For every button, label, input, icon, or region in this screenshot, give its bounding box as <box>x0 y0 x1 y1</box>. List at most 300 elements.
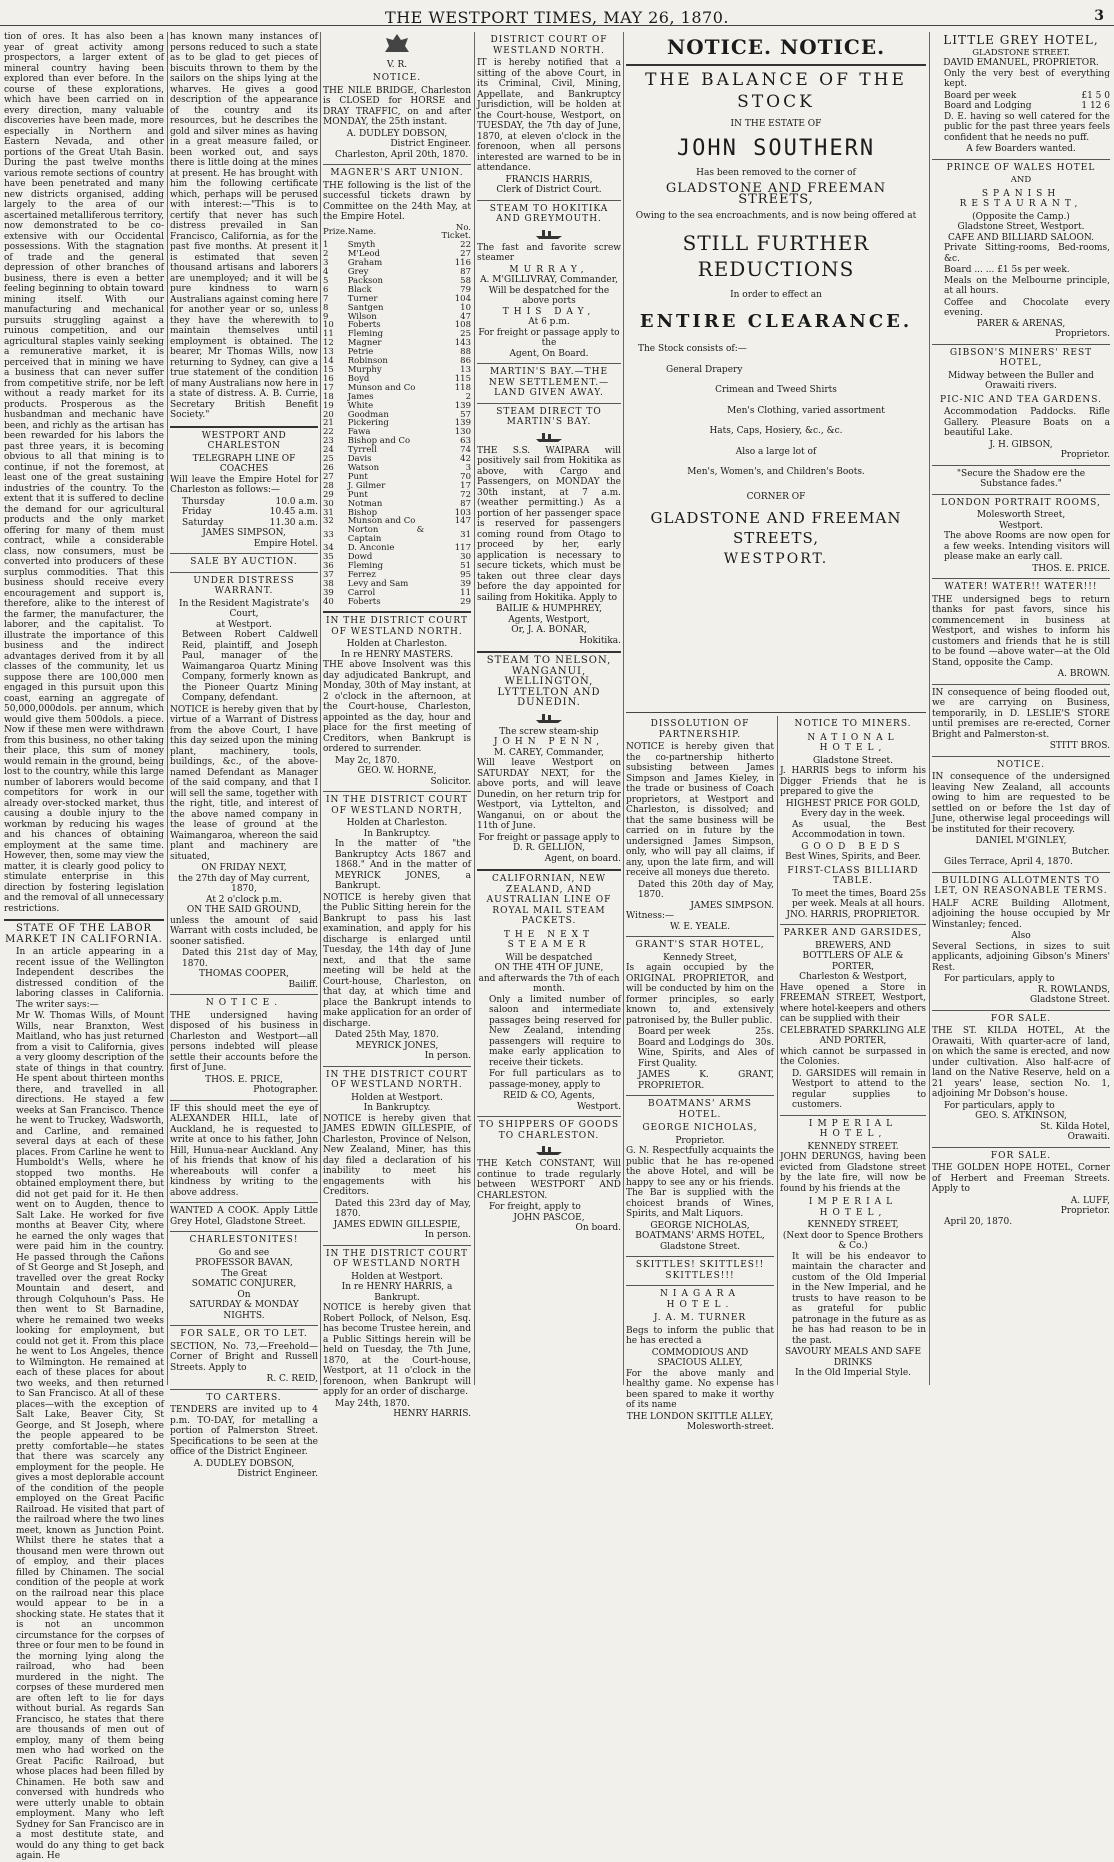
prize-name: D. Anconie <box>347 543 395 554</box>
divider <box>323 164 471 165</box>
sale2-heading: FOR SALE. <box>990 1150 1052 1161</box>
column-rule <box>623 32 624 1385</box>
prize-number: 5 <box>323 275 329 286</box>
steam-nelson-freight: For freight or passage apply to <box>478 832 620 843</box>
mail-full: For full particulars as to passage-money, apply to <box>489 1069 621 1090</box>
prize-row <box>323 544 471 553</box>
westport-line: WESTPORT. <box>723 551 829 567</box>
steam-nelson-will: Will leave Westport on SATURDAY NEXT, for the above ports, and will leave Dunedin, on her return trip for Westport, via Lyttelton, and Wanganui, on or about the 11th of June. <box>477 758 621 831</box>
labor-article-body: Mr W. Thomas Wills, of Mount Wills, near Branxton, West Maitland, who has just returned from a visit to California, gives a very gloomy description of the state of things in that country. He spent about thirteen months there, and travelled in all directions. He stayed a few weeks at San Francisco. Thence he went to Truckey, Wadsworth, and Carline, and remained several days at each of these places. From Carline he went to Humboldt's Wells, where he stopped two months. He obtained employment there, but did not get paid for it. He then went on to Augden, thence to Salt Lake. He worked for five months at Beaver City, where he earned the only wages that were paid him in the country. He passed through the Cañons of St George and St Joseph, and travelled over the great Rocky Mountain and desert, and through Colquhoun's Pass. He then went to St Barnadine, where he remained two weeks looking for employment, but could not get it. From this place he went to Los Angeles, thence to Wilmington. He remained at each of these places for about two weeks, and then returned to San Francisco. At all of these places—with the exception of Salt Lake, Beaver City, St George, and St Joseph, where the people appeared to be pretty comfortable—he states that there was scarcely any employment for the people. He gives a most deplorable account of the condition of the people employed on the Great Pacific Railroad. He visited that part of the railroad where the two lines meet, known as Junction Point. Whilst there he states that a thousand men were thrown out of employ, and their places filled by Chinamen. The social condition of the people at work on the railroad near this place would appear to be in a shocking state. He states that it is not an uncommon circumstance for the corpses of three or four men to be found in the morning lying along the railroad, who had been murdered in the night. The corpses of these murdered men are often left to lie for days without burial. As regards San Francisco, he states that there are thousands of men out of employ, many of them being men who had worked on the Great Pacific Railroad, but whose places had been filled by Chinamen. He both saw and conversed with hundreds who were utterly unable to obtain employment. Many who left Sydney for San Francisco are in a most destitute state, and would do any thing to get back again. He <box>16 1011 164 1861</box>
grant-signature: JAMES K. GRANT, PROPRIETOR. <box>638 1070 774 1091</box>
auction-signature: THOMAS COOPER, <box>199 969 289 979</box>
sale2-role: Proprietor. <box>1060 1206 1110 1216</box>
steam-hokitika-heading: STEAM TO HOKITIKA AND GREYMOUTH. <box>489 203 609 224</box>
prize-row <box>323 241 471 250</box>
prize-ticket: 139 <box>454 400 471 411</box>
gibson-role: Proprietor. <box>1060 450 1110 460</box>
streets-line-2: GLADSTONE AND FREEMAN STREETS, <box>650 509 902 547</box>
court1-body: THE above Insolvent was this day adjudicated Bankrupt, and Monday, 30th of May instant, at 2 o'clock in the afternoon, at the Court-house, Charleston, appointed as the day, hour and place for the first meeting of Creditors, when Bankrupt is ordered to surrender. <box>323 660 471 755</box>
prize-number: 11 <box>323 329 334 340</box>
prize-name: J. Gilmer <box>347 480 386 491</box>
mail-next: THE NEXT STEAMER <box>503 929 595 950</box>
prize-ticket: 70 <box>460 471 471 482</box>
steamship-icon <box>534 712 564 724</box>
steam-hokitika-freight: For freight or passage apply to the <box>478 327 620 348</box>
prize-row <box>323 295 471 304</box>
column-rule <box>777 716 778 1385</box>
grey-hotel-heading: LITTLE GREY HOTEL, <box>943 33 1099 47</box>
divider <box>932 159 1110 160</box>
harris-every: Every day in the week. <box>800 809 906 819</box>
harris-beds: GOOD BEDS <box>801 841 905 852</box>
crest-initials: V. R. <box>386 59 408 70</box>
court3-date: Dated this 23rd day of May, 1870. <box>335 1198 471 1220</box>
coach-place: Empire Hotel. <box>253 538 318 549</box>
newspaper-title: THE WESTPORT TIMES, MAY 26, 1870. <box>385 8 729 27</box>
prize-row <box>323 304 471 313</box>
column-4 <box>477 32 621 1385</box>
court1-signature: GEO. W. HORNE, <box>357 766 437 777</box>
divider <box>170 1202 318 1203</box>
court4-date: May 24th, 1870. <box>335 1398 410 1409</box>
prize-name: Davis <box>347 454 372 465</box>
prize-row <box>323 321 471 330</box>
allotments-body: HALF ACRE Building Allotment, adjoining the house occupied by Mr Winstanley; fenced. <box>932 898 1110 930</box>
prize-number: 27 <box>323 471 334 482</box>
prize-number: 37 <box>323 569 334 580</box>
nicholas-hotel: BOATMANS' ARMS HOTEL, <box>635 1231 765 1241</box>
court2-date: Dated 25th May, 1870. <box>335 1030 439 1041</box>
coach-signature: JAMES SIMPSON, <box>202 528 286 538</box>
grey-hotel-body: Only the very best of everything kept. <box>944 68 1110 89</box>
prize-name: Tyrrell <box>347 445 377 456</box>
prize-row <box>323 446 471 455</box>
prize-ticket: 22 <box>460 240 471 251</box>
sale-heading: FOR SALE, OR TO LET. <box>180 1329 308 1339</box>
prize-name: Boyd <box>347 373 370 384</box>
prize-row <box>323 313 471 322</box>
national-street: Gladstone Street. <box>812 755 894 766</box>
column-5b <box>780 716 926 1385</box>
wales-board: Board ... ... £1 5s per week. <box>944 265 1070 275</box>
london-heading: LONDON PORTRAIT ROOMS, <box>941 497 1101 508</box>
dissolution-date: Dated this 20th day of May, 1870. <box>638 879 774 900</box>
prize-name: Turner <box>347 293 378 304</box>
mail-after: and afterwards the 7th of each month. <box>478 973 620 994</box>
steamship-icon <box>534 431 564 443</box>
carters-body: TENDERS are invited up to 4 p.m. TO-DAY, for metalling a portion of Palmerston Street. Specifications to be seen at the office of the District Engineer. <box>170 1405 318 1457</box>
auction-heading: SALE BY AUCTION. <box>190 557 298 567</box>
prize-number: 30 <box>323 498 334 509</box>
prize-row <box>323 277 471 286</box>
gibson-picnic: PIC-NIC AND TEA GARDENS. <box>940 394 1102 405</box>
divider <box>323 1245 471 1246</box>
sale2-signature: A. LUFF, <box>1070 1195 1110 1206</box>
prize-row <box>323 357 471 366</box>
sale1-signature: GEO. S. ATKINSON, <box>975 1111 1067 1121</box>
wales-street: Gladstone Street, Westport. <box>957 222 1085 232</box>
prize-row <box>323 366 471 375</box>
allotments-more: Several Sections, in sizes to suit applicants, adjoining Gibson's Miners' Rest. <box>932 941 1110 973</box>
prize-name: White <box>347 400 374 411</box>
court4-body: NOTICE is hereby given that Robert Pollock, of Nelson, Esq. has become Trustee herein, and a Public Sittings herein will be held on Tuesday, the 7th June, 1870, at the Court-house, Westport, at 11 o'clock in the forenoon, when Bankrupt will apply for an order of discharge. <box>323 1303 471 1398</box>
billiard-body: To meet the times, Board 25s per week. Meals at all hours. <box>792 888 926 909</box>
column-6 <box>932 32 1110 1385</box>
column-3 <box>323 32 471 1420</box>
mail-body: Only a limited number of saloon and intermediate passages being reserved for New Zealand, intending passengers will require to make early application to receive their tickets. <box>489 994 621 1068</box>
prize-row <box>323 268 471 277</box>
grey-hotel-proprietor: DAVID EMANUEL, PROPRIETOR. <box>943 58 1099 68</box>
divider <box>477 403 621 404</box>
court2-re: In Bankruptcy. <box>363 828 431 839</box>
prize-row <box>323 553 471 562</box>
divider <box>626 1285 774 1286</box>
divider <box>170 426 318 428</box>
carters-role: District Engineer. <box>237 1469 318 1479</box>
divider <box>932 578 1110 579</box>
prize-name: Foberts <box>347 320 381 331</box>
prize-name: Munson and Co <box>347 382 416 393</box>
prize-ticket: 47 <box>460 311 471 322</box>
imperial2-next: (Next door to Spence Brothers & Co.) <box>782 1230 924 1251</box>
sale1-place: Orawaiti. <box>1067 1132 1110 1142</box>
ketch-body: THE Ketch CONSTANT, Will continue to trade regularly between WESTPORT AND CHARLESTON. <box>477 1159 621 1201</box>
skittles-heading: SKITTLES! SKITTLES!! SKITTLES!!! <box>635 1260 765 1281</box>
prize-number: 28 <box>323 480 334 491</box>
auction-terms: unless the amount of said Warrant with costs included, be sooner satisfied. <box>170 915 318 947</box>
prize-ticket: 17 <box>460 480 471 491</box>
prize-name: Foberts <box>347 596 381 607</box>
balance-heading: THE BALANCE OF THE STOCK <box>645 70 907 112</box>
prize-ticket: 104 <box>454 293 471 304</box>
prize-ticket: 72 <box>460 489 471 500</box>
turner-body: Begs to inform the public that he has erected a <box>626 1325 774 1346</box>
court2-body: NOTICE is hereby given that the Public Sitting herein for the Bankrupt to pass his last examination, and apply for his discharge is enlarged until Tuesday, the 14th day of June next, and that the same meeting will be held at the Court-house, Charleston, on that day, at which time and place the Bankrupt intends to make application for an order of discharge. <box>323 892 471 1029</box>
prize-ticket: 147 <box>454 516 471 527</box>
prize-number: 13 <box>323 347 334 358</box>
steam-hokitika-ship: MURRAY, <box>509 264 589 275</box>
prize-name: Punt <box>347 471 368 482</box>
prize-ticket: 51 <box>460 560 471 571</box>
prize-ticket: 29 <box>460 596 471 607</box>
dissolution-heading: DISSOLUTION OF PARTNERSHIP. <box>650 719 750 740</box>
divider <box>932 494 1110 495</box>
steam-nelson-agent: Agent, on board. <box>544 853 621 864</box>
court4-heading: IN THE DISTRICT COURT OF WESTLAND NORTH <box>325 1248 469 1270</box>
harris-price: HIGHEST PRICE FOR GOLD, <box>785 798 921 809</box>
prize-name: Fleming <box>347 560 384 571</box>
divider <box>170 994 318 995</box>
prize-number: 2 <box>323 249 329 260</box>
martins-bay-heading: MARTIN'S BAY.—THE NEW SETTLEMENT.—LAND GIVEN AWAY. <box>488 367 610 398</box>
notice-signature: DANIEL M'GINLEY, <box>975 836 1067 846</box>
coach-time-row: Thursday 10.0 a.m. <box>182 496 318 507</box>
prize-ticket: 115 <box>454 373 471 384</box>
grey-hotel-boarders: A few Boarders wanted. <box>966 144 1076 154</box>
turner-for: For the above manly and healthy game. No expense has been spared to make it worthy of its name <box>626 1368 774 1410</box>
waipara-signature: BAILIE & HUMPHREY, <box>495 604 603 614</box>
prize-name: Smyth <box>347 240 376 251</box>
water-heading: WATER! WATER!! WATER!!! <box>944 582 1098 592</box>
prize-number: 7 <box>323 293 329 304</box>
prize-number: 9 <box>323 311 329 322</box>
further-reductions-heading: STILL FURTHER REDUCTIONS <box>682 230 870 281</box>
steam-nelson-master: M. CAREY, Commander, <box>494 747 604 758</box>
steamship-icon <box>534 228 564 240</box>
column-rule <box>320 32 321 1385</box>
divider <box>323 791 471 792</box>
steam-nelson-ship: JOHN PENN, <box>493 737 605 747</box>
gibson-signature: J. H. GIBSON, <box>989 439 1053 450</box>
court4-signature: HENRY HARRIS. <box>393 1409 471 1420</box>
wales-opposite: (Opposite the Camp.) <box>972 211 1070 222</box>
sale-signature: R. C. REID, <box>266 1374 318 1384</box>
sale1-heading: FOR SALE. <box>990 1013 1052 1024</box>
parker-ale: CELEBRATED SPARKLING ALE AND PORTER, <box>780 1025 926 1046</box>
prize-name: Pickering <box>347 418 389 429</box>
court3-role: In person. <box>424 1230 471 1241</box>
prize-name: Magner <box>347 338 382 349</box>
steam-hokitika-will: Will be despatched for the above ports <box>488 285 610 306</box>
auction-ground: ON THE SAID GROUND, <box>186 905 302 915</box>
wales-coffee: Coffee and Chocolate every evening. <box>944 297 1110 318</box>
divider <box>477 1116 621 1117</box>
prize-row <box>323 259 471 268</box>
court2-heading: IN THE DISTRICT COURT OF WESTLAND NORTH, <box>325 795 469 816</box>
coach-time-row: Saturday 11.30 a.m. <box>182 517 318 528</box>
niagara-heading: NIAGARA HOTEL. <box>660 1289 740 1310</box>
column-rule <box>929 32 930 1385</box>
steam-hokitika-day: THIS DAY, <box>502 306 596 317</box>
divider <box>170 1100 318 1101</box>
waipara-place: Hokitika. <box>579 635 621 646</box>
divider <box>932 344 1110 345</box>
order-line: In order to effect an <box>730 289 822 300</box>
corner-line: CORNER OF <box>746 491 806 502</box>
prize-ticket: 130 <box>454 427 471 438</box>
column-2 <box>170 32 318 1479</box>
prize-number: 22 <box>323 427 334 438</box>
prize-ticket: 87 <box>460 498 471 509</box>
ketch-role: On board. <box>575 1223 621 1233</box>
prize-number: 15 <box>323 365 334 375</box>
art-union-heading: MAGNER'S ART UNION. <box>330 168 464 178</box>
stock-item: Hats, Caps, Hosiery, &c., &c. <box>709 426 843 436</box>
prize-name: Fawa <box>347 427 371 438</box>
prize-name: Dowd <box>347 552 373 563</box>
london-signature: THOS. E. PRICE. <box>1032 563 1110 574</box>
prize-number: 26 <box>323 462 334 473</box>
steamship-icon <box>534 1144 564 1156</box>
sale2-date: April 20, 1870. <box>944 1216 1013 1227</box>
prize-row <box>323 562 471 571</box>
court1-heading: IN THE DISTRICT COURT OF WESTLAND NORTH. <box>325 616 469 637</box>
divider <box>932 756 1110 757</box>
court3-body: NOTICE is hereby given that JAMES EDWIN GILLESPIE, of Charleston, Province of Nelson, New Zealand, Miner, has this day filed a declaration of his inability to meet his engagements with his Creditors. <box>323 1113 471 1198</box>
prize-ticket: 3 <box>465 462 471 473</box>
prize-row <box>323 339 471 348</box>
divider <box>626 936 774 937</box>
dissolution-witness: Witness:— <box>626 911 674 921</box>
prize-ticket: 86 <box>460 356 471 367</box>
court2-place: Holden at Charleston. <box>346 818 448 829</box>
prize-row <box>323 473 471 482</box>
stock-item: Also a large lot of <box>735 446 817 457</box>
martins-bay-subheading: STEAM DIRECT TO MARTIN'S BAY. <box>496 406 602 427</box>
imperial-heading: IMPERIAL HOTEL, <box>808 1118 898 1139</box>
prize-ticket: 31 <box>460 529 471 540</box>
prize-ticket: 30 <box>460 552 471 563</box>
prize-ticket: 25 <box>460 329 471 340</box>
notice-role: Butcher. <box>1071 846 1110 857</box>
auction-parties: Between Robert Caldwell Reid, plaintiff, and Joseph Paul, manager of the Waimangaroa Quartz Mining Company, formerly known as the Pioneer Quartz Mining Company, defendant. <box>182 630 318 703</box>
nicholas-street: Gladstone Street. <box>659 1241 741 1252</box>
notice-date: Giles Terrace, April 4, 1870. <box>944 857 1073 867</box>
prize-header: Prize. Name. No. Ticket. <box>323 222 471 242</box>
prize-name: Murphy <box>347 365 382 375</box>
divider <box>323 1066 471 1067</box>
prize-name: Watson <box>347 462 380 473</box>
bavan-line: Go and see <box>218 1247 270 1258</box>
bavan-line: On <box>237 1289 251 1300</box>
divider <box>932 684 1110 685</box>
prize-ticket: 116 <box>454 258 471 269</box>
prize-number: 1 <box>323 240 329 251</box>
sale1-body: THE ST. KILDA HOTEL, At the Orawaiti, With quarter-acre of land, on which the same is erected, and now under cultivation. Also half-acre of land on the Native Reserve, held on a 21 years' lease, section No. 1, adjoining Mr Dobson's house. <box>932 1026 1110 1099</box>
bavan-line: SATURDAY & MONDAY NIGHTS. <box>189 1300 299 1321</box>
auction-notice: NOTICE is hereby given that by virtue of a Warrant of Distress from the above Court, I have this day seized upon the mining plant, machinery, tools, buildings, &c., of the above-named Defendant as Manager of the said company, and that I will sell the same, together with the right, title, and interest of the above named company in the lease of ground at the Waimangaroa, whereon the said plant and machinery are situated, <box>170 704 318 862</box>
auction-bailiff: Bailiff. <box>288 979 318 990</box>
prize-ticket: 42 <box>460 454 471 465</box>
prize-name: Santgen <box>347 302 384 313</box>
derungs-savoury: SAVOURY MEALS AND SAFE DRINKS <box>784 1347 922 1368</box>
imperial-street: KENNEDY STREET. <box>807 1141 899 1152</box>
crest-icon <box>382 32 412 56</box>
parker-garsides: D. GARSIDES will remain in Westport to attend to the regular supplies to customers. <box>792 1068 926 1110</box>
turner-street: Molesworth-street. <box>686 1422 774 1432</box>
sale2-body: THE GOLDEN HOPE HOTEL, Corner of Herbert and Freeman Streets. Apply to <box>932 1163 1110 1194</box>
grant-price-row: Board per week 25s. <box>638 1027 774 1037</box>
national-heading: NATIONAL HOTEL, <box>807 732 899 753</box>
prize-row <box>323 482 471 491</box>
notice-heading: NOTICE. <box>372 73 422 83</box>
wales-rooms: Private Sitting-rooms, Bed-rooms, &c. <box>944 243 1110 264</box>
prize-name: James <box>347 391 374 402</box>
article-continued: has known many instances of persons reduced to such a state as to be glad to get pieces of biscuits thrown to them by the sailors on the ships lying at the wharves. He gives a good description of the appearance of the country and its resources, but he describes the gold and silver mines as having in a great measure failed, or been worked out, and says there is little doing at the mines at present. He has brought with him the following certificate which, perhaps will be perused with interest:—"This is to certify that never has such distress prevailed in San Francisco, California, as for the past five months. At present it is estimated that seven thousand artisans and laborers are unemployed; and it will be pure kindness to warn Australians against coming here for another year or so, unless they have the wherewith to maintain themselves until employment is obtained. The bearer, Mr Thomas Wills, now returning to Sydney, can give a true statement of the condition of many Australians now here in a state of distress. A. B. Currie, Secretary British Benefit Society." <box>170 32 318 420</box>
london-street: Molesworth Street, <box>976 510 1066 520</box>
alexander-hill-notice: IF this should meet the eye of ALEXANDER HILL, late of Auckland, he is requested to write at once to his father, John Hill, Hunua-near Auckland. Any of his friends that know of his whereabouts will confer a kindness by writing to the above address. <box>170 1103 318 1198</box>
court1-place: Holden at Charleston. <box>346 639 448 650</box>
prize-number: 39 <box>323 587 334 598</box>
prize-name: Munson and Co <box>347 516 416 527</box>
divider <box>4 919 164 921</box>
bridge-date: Charleston, April 20th, 1870. <box>335 149 469 160</box>
mail-place: Westport. <box>576 1101 621 1112</box>
prize-number: 33 <box>323 529 334 540</box>
notice-role: Photographer. <box>253 1085 318 1095</box>
allotments-street: Gladstone Street. <box>1029 995 1110 1005</box>
gibson-heading: GIBSON'S MINERS' REST HOTEL, <box>949 347 1093 368</box>
prize-number: 25 <box>323 454 334 465</box>
steam-hokitika-time: At 6 p.m. <box>528 317 570 327</box>
prize-row <box>323 419 471 428</box>
parker-heading: PARKER AND GARSIDES, <box>783 928 923 938</box>
waipara-agents: Agents, Westport, <box>508 614 590 625</box>
district-court-signature: FRANCIS HARRIS, <box>505 174 593 185</box>
divider <box>170 1325 318 1326</box>
court4-place: Holden at Westport. <box>351 1271 443 1282</box>
prize-row <box>323 384 471 393</box>
art-union-body: THE following is the list of the successful tickets drawn by Committee on the 24th May, at the Empire Hotel. <box>323 180 471 222</box>
column-5-ad <box>626 32 926 712</box>
prize-name: Bishop and Co <box>347 436 411 447</box>
divider <box>626 1095 774 1096</box>
sale-body: SECTION, No. 73,—Freehold—Corner of Bright and Russell Streets. Apply to <box>170 1341 318 1373</box>
court1-date: May 2c, 1870. <box>335 755 400 766</box>
wales-heading: PRINCE OF WALES HOTEL <box>946 162 1096 173</box>
turner-alley: COMMODIOUS AND SPACIOUS ALLEY, <box>651 1347 749 1368</box>
carters-signature: A. DUDLEY DOBSON, <box>193 1458 295 1469</box>
waipara-or: Or, J. A. BONAR, <box>511 625 587 635</box>
wales-cafe: CAFE AND BILLIARD SALOON. <box>947 232 1095 243</box>
mail-signature: REID & CO, Agents, <box>503 1091 595 1101</box>
prize-row <box>323 526 471 544</box>
prize-name: Graham <box>347 258 383 269</box>
waipara-notice: THE S.S. WAIPARA will positively sail from Hokitika as above, with Cargo and Passengers, on MONDAY the 30th instant, at 7 a.m. (weather permitting.) As a portion of her passenger space is reserved for passengers coming round from Otago to proceed by her, early application is necessary to secure tickets, which must be taken out three clear days before the day appointed for sailing from Hokitika. Apply to <box>477 445 621 603</box>
prize-number: 3 <box>323 258 329 269</box>
stock-item: Men's, Women's, and Children's Boots. <box>687 467 865 477</box>
prize-ticket: 58 <box>460 275 471 286</box>
prize-name: Fleming <box>347 329 384 340</box>
prize-name: Ferrez <box>347 569 376 580</box>
court3-signature: JAMES EDWIN GILLESPIE, <box>333 1219 461 1230</box>
dissolution-witness-name: W. E. YEALE. <box>669 921 731 932</box>
allotments-for: For particulars, apply to <box>944 974 1055 984</box>
prize-name: Robinson <box>347 356 388 367</box>
auction-time: At 2 o'clock p.m. <box>205 894 282 905</box>
prize-number: 10 <box>323 320 334 331</box>
prize-row <box>323 402 471 411</box>
prize-number: 29 <box>323 489 334 500</box>
prize-ticket: 143 <box>454 338 471 349</box>
allotments-heading: BUILDING ALLOTMENTS TO LET, ON REASONABLE TERMS. <box>934 875 1108 896</box>
court1-role: Solicitor. <box>430 776 471 787</box>
sale1-for: For particulars, apply to <box>944 1100 1055 1111</box>
divider <box>170 1231 318 1232</box>
divider <box>477 363 621 364</box>
grant-heading: GRANT'S STAR HOTEL, <box>635 940 765 950</box>
prize-number: 4 <box>323 267 329 278</box>
steam-hokitika-agent: Agent, On Board. <box>509 348 589 359</box>
prize-name: Bishop <box>347 507 378 518</box>
prize-number: 21 <box>323 418 334 429</box>
sale1-hotel: St. Kilda Hotel, <box>1040 1121 1110 1132</box>
prize-row <box>323 250 471 259</box>
water-signature: A. BROWN. <box>1057 669 1110 679</box>
prize-row <box>323 589 471 598</box>
divider <box>932 465 1110 466</box>
derungs-end: It will be his endeavor to maintain the character and custom of the Old Imperial in the New Imperial, and he trusts to have reason to be as grateful for public patronage in the future as as he has had reason to be in the past. <box>792 1251 926 1346</box>
prize-ticket: 57 <box>460 409 471 420</box>
divider <box>170 553 318 554</box>
divider <box>932 1010 1110 1011</box>
wales-subheading: SPANISH RESTAURANT, <box>959 188 1083 209</box>
royal-crest <box>323 32 471 60</box>
prize-ticket: 2 <box>465 391 471 402</box>
wales-and: AND <box>1010 175 1032 185</box>
carters-heading: TO CARTERS. <box>206 1392 282 1403</box>
prize-name: Levy and Sam <box>347 578 409 589</box>
